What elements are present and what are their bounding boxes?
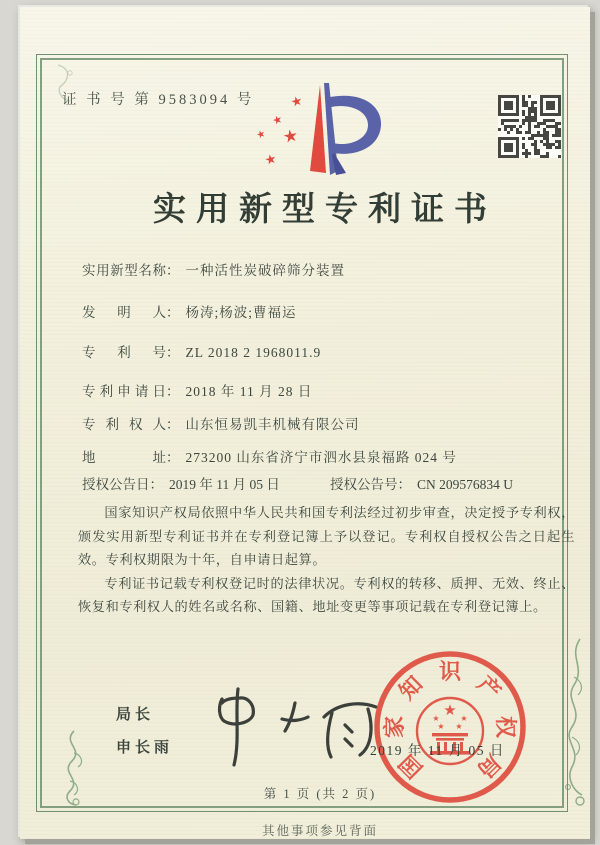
director-block [116,699,173,765]
qr-code [498,95,561,158]
field-row-patentee [82,413,360,433]
svg-text:★: ★ [455,722,463,731]
legal-paragraph-2: 专利证书记载专利权登记时的法律状况。专利权的转移、质押、无效、终止、恢复和专利权人的姓名或名称、国籍、地址变更等事项记载在专利登记簿上。 [78,575,575,614]
field-label: 实用新型名称 [82,263,166,278]
grant-date [82,473,280,493]
svg-text:★: ★ [289,92,305,110]
svg-text:★: ★ [263,150,279,168]
svg-text:★: ★ [443,703,457,719]
field-label: 专利申请日 [82,384,166,399]
svg-text:★: ★ [432,714,440,723]
svg-text:★: ★ [255,128,268,142]
field-value: 山东恒易凯丰机械有限公司 [185,417,360,432]
seal-char: 国 [394,749,428,783]
director-title: 局长 [116,707,155,723]
field-value: 杨涛;杨波;曹福运 [185,305,297,320]
seal-char: 知 [394,671,428,705]
field-row-name [82,259,345,279]
certificate-number: 证 书 号 第 9583094 号 [62,92,255,108]
seal-char: 权 [493,715,518,739]
grant-number-value: CN 209576834 U [417,477,514,492]
legal-text [78,501,575,619]
colon: ： [166,417,180,432]
field-value: 一种活性炭破碎筛分装置 [185,263,345,278]
grant-date-label: 授权公告日 [82,477,150,492]
seal-char: 识 [438,659,462,684]
seal-char: 局 [472,749,506,783]
field-row-patent-number [82,341,321,361]
colon: ： [166,345,180,360]
field-value: ZL 2018 2 1968011.9 [185,345,322,360]
seal-char: 家 [382,715,407,739]
colon: ： [166,384,180,399]
field-label: 发明人 [82,305,166,320]
svg-text:★: ★ [460,714,468,723]
field-row-address [82,446,457,466]
svg-text:★: ★ [270,113,285,128]
certificate-title: 实用新型专利证书 [153,192,497,228]
field-value: 2018 年 11 月 28 日 [185,384,313,399]
colon: ： [166,263,180,278]
field-label: 地址 [82,450,166,465]
grant-number-label: 授权公告号 [330,477,398,492]
field-label: 专利号 [82,345,166,360]
svg-text:★: ★ [281,125,300,147]
seal-char: 产 [472,671,506,705]
field-label: 专利权人 [82,417,166,432]
field-row-filing-date [82,380,312,400]
certificate-paper [20,7,590,839]
colon: ： [397,477,411,492]
legal-paragraph-1: 国家知识产权局依照中华人民共和国专利法经过初步审查，决定授予专利权，颁发实用新型专利证书并在专利登记簿上予以登记。专利权自授权公告之日起生效。专利权期限为十年，自申请日起算。 [78,505,575,567]
back-side-note: 其他事项参见背面 [261,824,378,838]
field-value: 273200 山东省济宁市泗水县泉福路 024 号 [185,450,457,465]
director-name: 申长雨 [116,740,174,756]
colon: ： [166,305,180,320]
grant-number [330,473,513,493]
cnipa-logo-icon [248,81,398,177]
colon: ： [149,477,163,492]
colon: ： [166,450,180,465]
grant-date-value: 2019 年 11 月 05 日 [169,477,280,492]
field-row-inventors [82,301,297,321]
director-signature [198,675,393,775]
svg-text:★: ★ [437,722,445,731]
page-number: 第 1 页 (共 2 页) [263,787,377,801]
seal-date: 2019 年 11 月 05 日 [370,743,505,758]
